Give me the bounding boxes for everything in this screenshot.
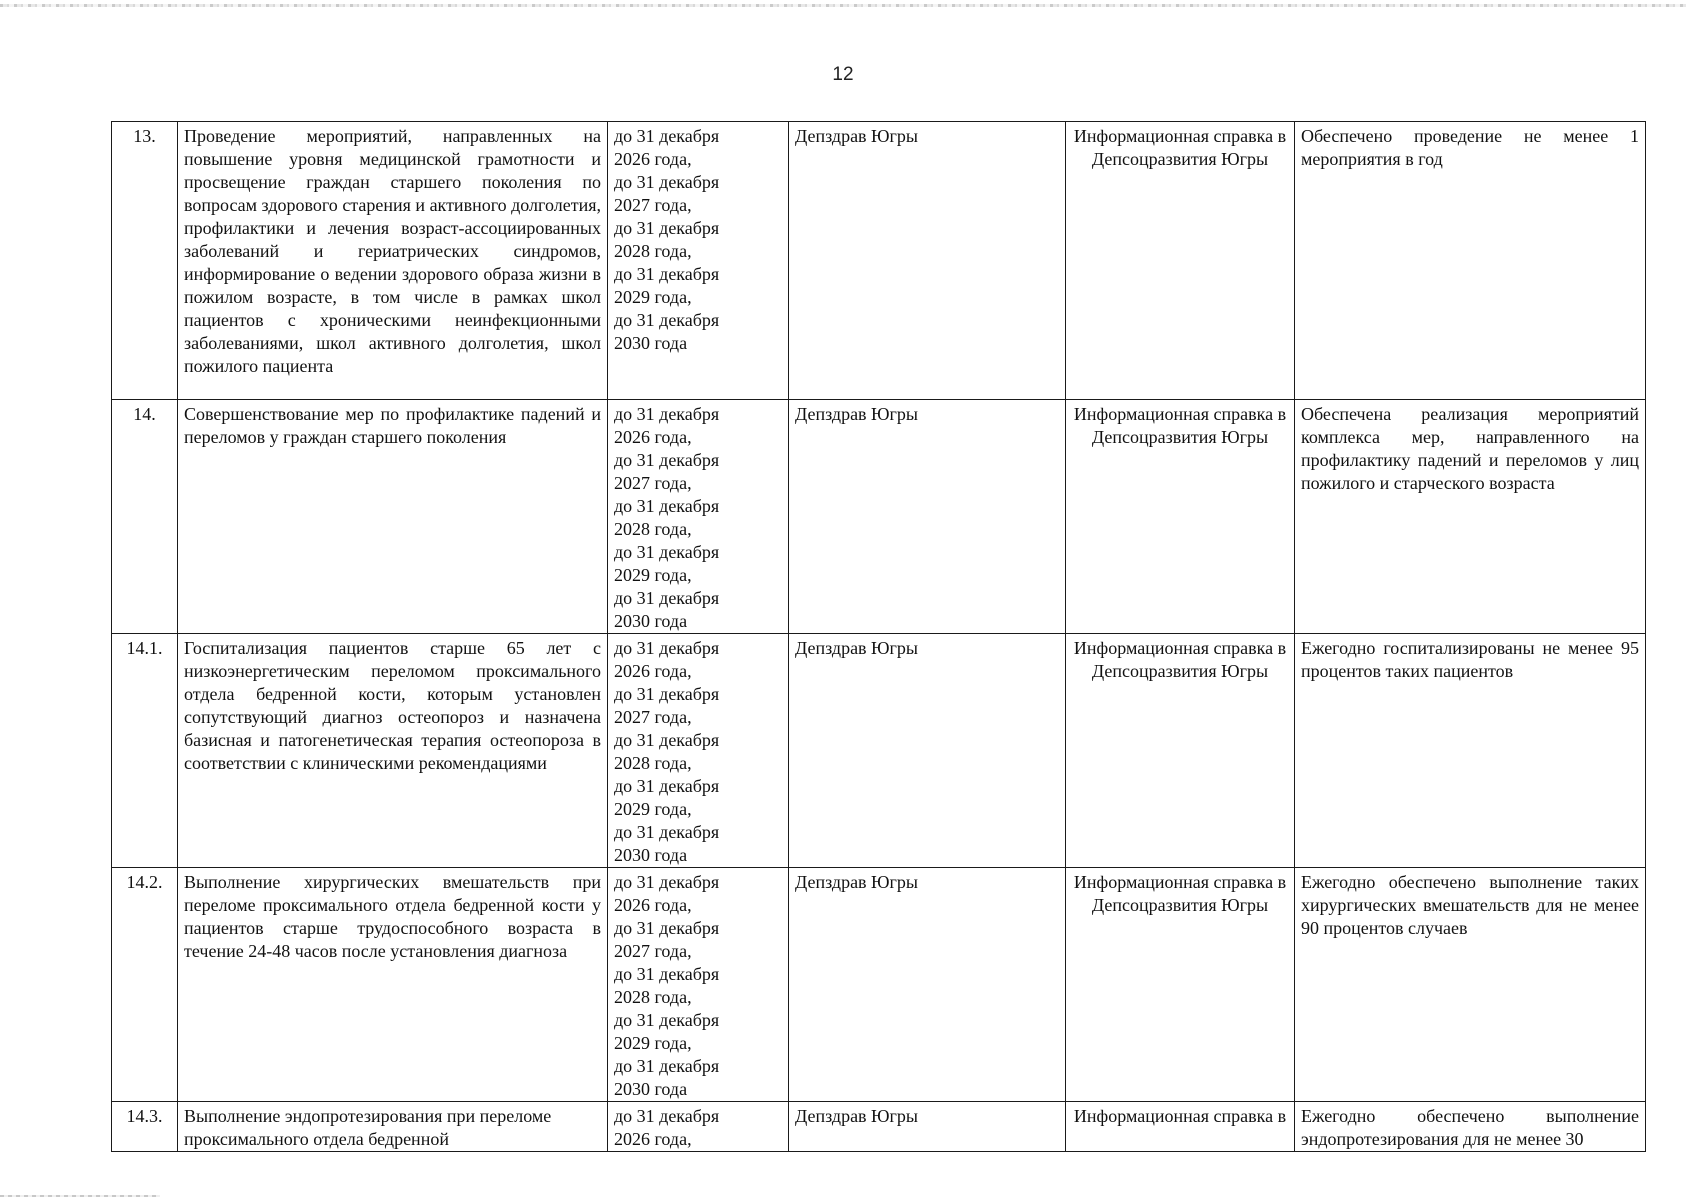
table-row xyxy=(112,634,1646,868)
deadline-line: до 31 декабря xyxy=(614,638,720,658)
deadline-line: до 31 декабря xyxy=(614,684,720,704)
deadline-line: до 31 декабря xyxy=(614,264,720,284)
deadline-line: до 31 декабря xyxy=(614,496,720,516)
deadline-line: 2030 года xyxy=(614,1079,688,1099)
expected-result: Ежегодно обеспечено выполнение эндопротезирования для не менее 30 xyxy=(1295,1102,1646,1152)
deadline-line: 2028 года, xyxy=(614,753,692,773)
row-number: 13. xyxy=(112,122,178,400)
expected-result: Обеспечена реализация мероприятий комплекса мер, направленного на профилактику падений и переломов у лиц пожилого и старческого возраста xyxy=(1295,400,1646,634)
table-row xyxy=(112,1102,1646,1152)
deadline-line: до 31 декабря xyxy=(614,964,720,984)
deadline-line: до 31 декабря xyxy=(614,588,720,608)
deadline-line: до 31 декабря xyxy=(614,918,720,938)
deadline-line: 2029 года, xyxy=(614,565,692,585)
event-description: Выполнение хирургических вмешательств при переломе проксимального отдела бедренной кости у пациентов старше трудоспособного возраста в течение 24-48 часов после установления диагноза xyxy=(178,868,608,1102)
deadline-line: 2030 года xyxy=(614,333,688,353)
report-document: Информационная справка в Депсоцразвития Югры xyxy=(1066,122,1295,400)
deadline-line: 2028 года, xyxy=(614,519,692,539)
deadline-line: до 31 декабря xyxy=(614,1056,720,1076)
deadline-line: до 31 декабря xyxy=(614,730,720,750)
page-number: 12 xyxy=(832,64,854,85)
responsible-executor: Депздрав Югры xyxy=(789,400,1066,634)
deadline-line: 2029 года, xyxy=(614,1033,692,1053)
deadline-line: до 31 декабря xyxy=(614,310,720,330)
deadline-line: до 31 декабря xyxy=(614,1106,720,1126)
deadline-line: 2030 года xyxy=(614,845,688,865)
deadline-line: до 31 декабря xyxy=(614,1010,720,1030)
deadline-line: до 31 декабря xyxy=(614,450,720,470)
deadline-line: 2027 года, xyxy=(614,941,692,961)
report-document: Информационная справка в Депсоцразвития Югры xyxy=(1066,868,1295,1102)
expected-result: Ежегодно госпитализированы не менее 95 процентов таких пациентов xyxy=(1295,634,1646,868)
deadline-line: до 31 декабря xyxy=(614,218,720,238)
deadline-line: до 31 декабря xyxy=(614,872,720,892)
expected-result: Обеспечено проведение не менее 1 мероприятия в год xyxy=(1295,122,1646,400)
deadline-line: 2026 года, xyxy=(614,661,692,681)
deadline-line: 2029 года, xyxy=(614,799,692,819)
report-document: Информационная справка в xyxy=(1066,1102,1295,1152)
deadline-cell xyxy=(608,122,789,400)
deadline-line: 2027 года, xyxy=(614,473,692,493)
row-number: 14. xyxy=(112,400,178,634)
table-row xyxy=(112,868,1646,1102)
responsible-executor: Депздрав Югры xyxy=(789,868,1066,1102)
deadline-line: до 31 декабря xyxy=(614,776,720,796)
scan-edge-bottom xyxy=(0,1195,160,1197)
row-number: 14.3. xyxy=(112,1102,178,1152)
deadline-line: 2028 года, xyxy=(614,241,692,261)
event-description: Госпитализация пациентов старше 65 лет с низкоэнергетическим переломом проксимального отдела бедренной кости, которым установлен сопутствующий диагноз остеопороз и назначена базисная и патогенетическая терапия остеопороза в соответствии с клиническими рекомендациями xyxy=(178,634,608,868)
responsible-executor: Депздрав Югры xyxy=(789,122,1066,400)
scan-edge-top xyxy=(0,4,1686,7)
report-document: Информационная справка в Депсоцразвития Югры xyxy=(1066,400,1295,634)
event-description: Выполнение эндопротезирования при переломе проксимального отдела бедренной xyxy=(178,1102,608,1152)
deadline-line: до 31 декабря xyxy=(614,172,720,192)
deadline-cell xyxy=(608,400,789,634)
responsible-executor: Депздрав Югры xyxy=(789,634,1066,868)
plan-table xyxy=(111,121,1646,1152)
row-number: 14.1. xyxy=(112,634,178,868)
row-number: 14.2. xyxy=(112,868,178,1102)
table-row xyxy=(112,122,1646,400)
deadline-line: 2027 года, xyxy=(614,707,692,727)
responsible-executor: Депздрав Югры xyxy=(789,1102,1066,1152)
deadline-cell xyxy=(608,634,789,868)
deadline-line: до 31 декабря xyxy=(614,542,720,562)
deadline-line: 2027 года, xyxy=(614,195,692,215)
deadline-line: 2029 года, xyxy=(614,287,692,307)
expected-result: Ежегодно обеспечено выполнение таких хирургических вмешательств для не менее 90 процентов случаев xyxy=(1295,868,1646,1102)
report-document: Информационная справка в Депсоцразвития Югры xyxy=(1066,634,1295,868)
event-description: Совершенствование мер по профилактике падений и переломов у граждан старшего поколения xyxy=(178,400,608,634)
table-row xyxy=(112,400,1646,634)
deadline-line: 2026 года, xyxy=(614,1129,692,1149)
deadline-line: 2026 года, xyxy=(614,895,692,915)
deadline-line: 2028 года, xyxy=(614,987,692,1007)
deadline-line: до 31 декабря xyxy=(614,404,720,424)
event-description: Проведение мероприятий, направленных на повышение уровня медицинской грамотности и просвещение граждан старшего поколения по вопросам здорового старения и активного долголетия, профилактики и лечения возраст-ассоциированных заболеваний и гериатрических синдромов, информирование о ведении здорового образа жизни в пожилом возрасте, в том числе в рамках школ пациентов с хроническими неинфекционными заболеваниями, школ активного долголетия, школ пожилого пациента xyxy=(178,122,608,400)
deadline-line: до 31 декабря xyxy=(614,126,720,146)
deadline-cell xyxy=(608,1102,789,1152)
deadline-cell xyxy=(608,868,789,1102)
deadline-line: 2026 года, xyxy=(614,427,692,447)
deadline-line: до 31 декабря xyxy=(614,822,720,842)
deadline-line: 2026 года, xyxy=(614,149,692,169)
deadline-line: 2030 года xyxy=(614,611,688,631)
